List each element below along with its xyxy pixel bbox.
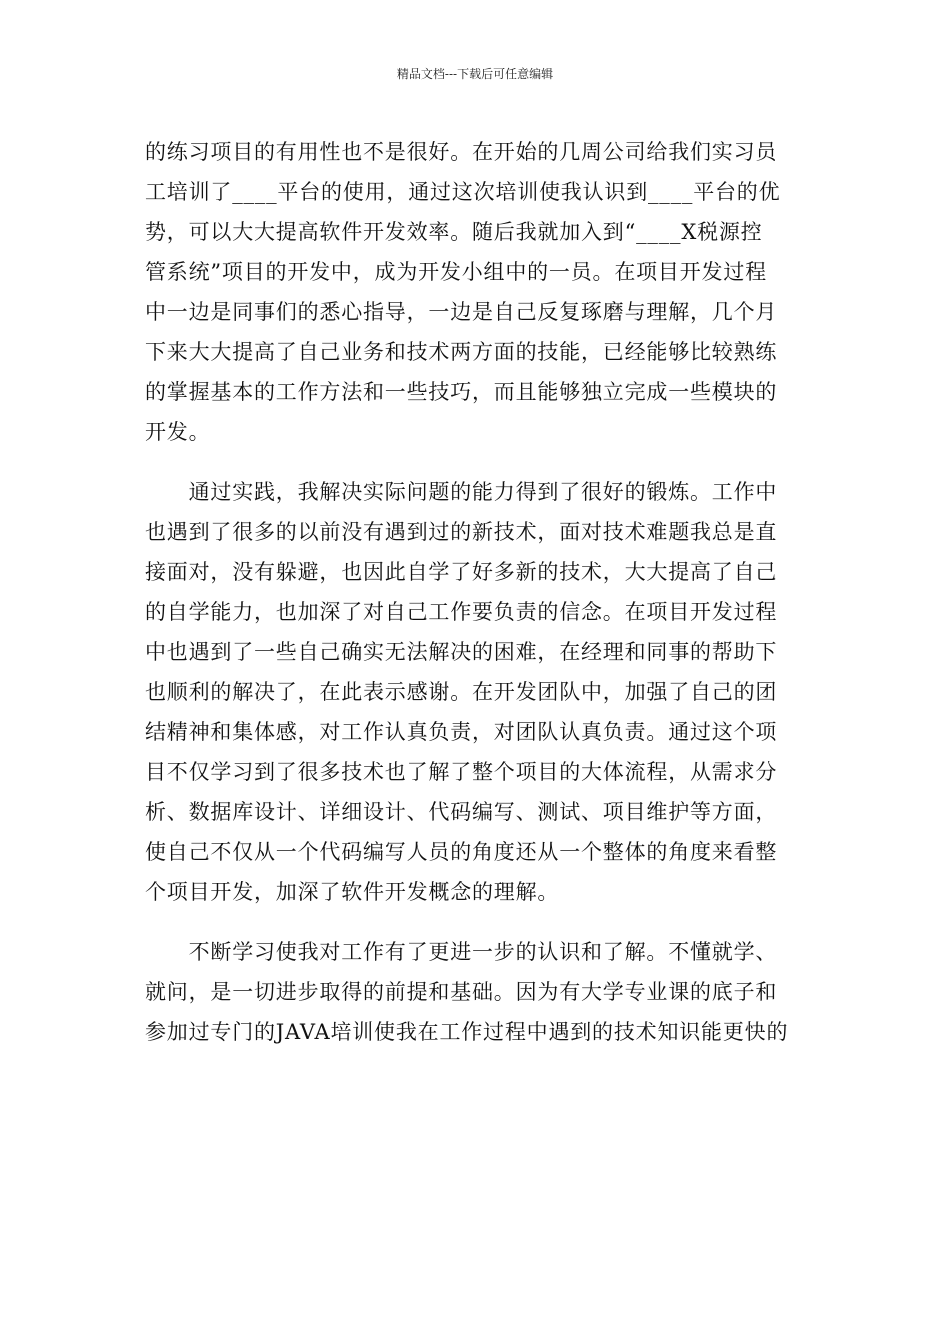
paragraph: [145, 132, 805, 452]
paragraph: [145, 932, 805, 1052]
text-line: 中一边是同事们的悉心指导，一边是自己反复琢磨与理解，几个月: [145, 300, 778, 324]
text-line: 的练习项目的有用性也不是很好。在开始的几周公司给我们实习员: [145, 140, 778, 164]
text-line: 不断学习使我对工作有了更进一步的认识和了解。不懂就学、: [145, 940, 778, 964]
text-line: 析、数据库设计、详细设计、代码编写、测试、项目维护等方面，: [145, 800, 778, 824]
text-line: 接面对，没有躲避，也因此自学了好多新的技术，大大提高了自己: [145, 560, 778, 584]
text-line: 就问，是一切进步取得的前提和基础。因为有大学专业课的底子和: [145, 980, 778, 1004]
text-line: 的掌握基本的工作方法和一些技巧，而且能够独立完成一些模块的: [145, 380, 778, 404]
page-header: 精品文档---下载后可任意编辑: [396, 67, 554, 81]
text-line: 也顺利的解决了，在此表示感谢。在开发团队中，加强了自己的团: [145, 680, 778, 704]
text-line: 参加过专门的JAVA培训使我在工作过程中遇到的技术知识能更快的: [145, 1020, 789, 1044]
paragraph: [145, 472, 805, 912]
text-line: 管系统”项目的开发中，成为开发小组中的一员。在项目开发过程: [145, 260, 767, 284]
text-line: 结精神和集体感，对工作认真负责，对团队认真负责。通过这个项: [145, 720, 778, 744]
text-line: 个项目开发，加深了软件开发概念的理解。: [145, 880, 560, 904]
text-line: 目不仅学习到了很多技术也了解了整个项目的大体流程，从需求分: [145, 760, 778, 784]
text-line: 通过实践，我解决实际问题的能力得到了很好的锻炼。工作中: [145, 480, 778, 504]
text-line: 也遇到了很多的以前没有遇到过的新技术，面对技术难题我总是直: [145, 520, 778, 544]
text-line: 开发。: [145, 420, 211, 444]
text-line: 势，可以大大提高软件开发效率。随后我就加入到“____X税源控: [145, 220, 763, 244]
text-line: 下来大大提高了自己业务和技术两方面的技能，已经能够比较熟练: [145, 340, 778, 364]
text-line: 使自己不仅从一个代码编写人员的角度还从一个整体的角度来看整: [145, 840, 778, 864]
document-body: [145, 132, 805, 1052]
text-line: 的自学能力，也加深了对自己工作要负责的信念。在项目开发过程: [145, 600, 778, 624]
text-line: 工培训了____平台的使用，通过这次培训使我认识到____平台的优: [145, 180, 781, 204]
text-line: 中也遇到了一些自己确实无法解决的困难，在经理和同事的帮助下: [145, 640, 778, 664]
